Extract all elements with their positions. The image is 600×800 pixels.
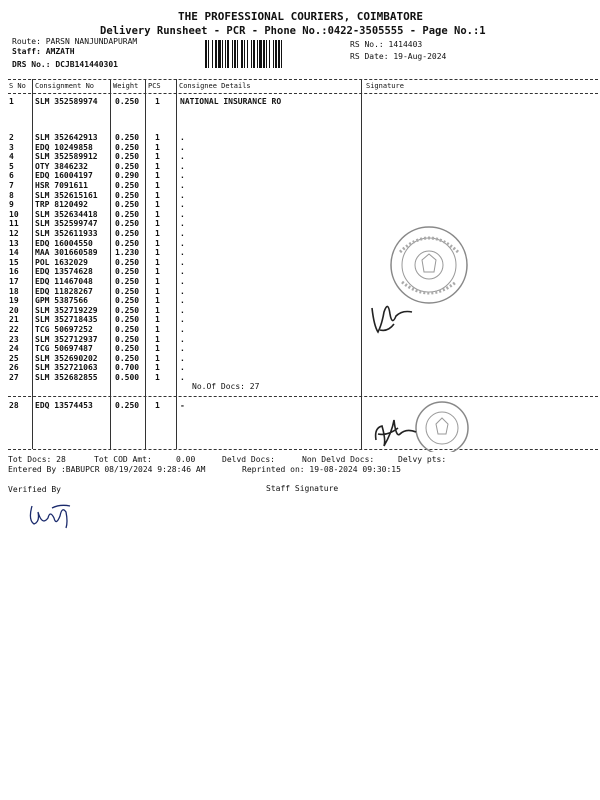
row-sno: 5 xyxy=(9,161,14,171)
row-sno: 16 xyxy=(9,267,19,277)
delivery-points: Delvy pts: xyxy=(398,455,447,464)
row-sno: 10 xyxy=(9,209,19,219)
row-sno: 26 xyxy=(9,363,19,373)
row-sno: 4 xyxy=(9,152,14,162)
row-weight: 0.250 xyxy=(115,286,140,296)
row-consignee-details: . xyxy=(180,142,185,152)
row-consignee-details: . xyxy=(180,200,185,210)
row-pcs: 1 xyxy=(155,161,160,171)
row-pcs: 1 xyxy=(155,97,160,106)
row-sno: 17 xyxy=(9,277,19,286)
row-pcs: 1 xyxy=(155,248,160,258)
row-consignment-no: HSR 7091611 xyxy=(35,181,88,190)
row-consignment-no: TCG 50697252 xyxy=(35,325,93,334)
row-consignee-details: . xyxy=(180,248,185,258)
row-consignee-details: . xyxy=(180,181,185,190)
row-consignee-details: - xyxy=(180,401,185,410)
row-consignee-details: . xyxy=(180,257,185,267)
rs-date: RS Date: 19-Aug-2024 xyxy=(350,52,447,61)
row-sno: 20 xyxy=(9,305,19,315)
row-weight: 0.250 xyxy=(115,334,140,344)
verifier-signature xyxy=(26,496,86,530)
row-weight: 0.250 xyxy=(115,257,140,267)
row-weight: 0.250 xyxy=(115,97,140,106)
row-consignee-details: . xyxy=(180,315,185,325)
row-weight: 0.250 xyxy=(115,142,140,152)
row-consignment-no: SLM 352721063 xyxy=(35,363,98,373)
row-consignee-details: . xyxy=(180,373,185,382)
row-consignee-details: . xyxy=(180,229,185,238)
row-weight: 0.500 xyxy=(115,373,140,382)
row-consignment-no: POL 1632029 xyxy=(35,257,88,267)
row-consignment-no: SLM 352719229 xyxy=(35,305,98,315)
row-sno: 11 xyxy=(9,219,19,229)
rs-number: RS No.: 1414403 xyxy=(350,40,423,49)
row-pcs: 1 xyxy=(155,305,160,315)
row-pcs: 1 xyxy=(155,229,160,238)
barcode xyxy=(205,40,345,68)
non-delivered-docs: Non Delvd Docs: xyxy=(302,455,375,464)
row-weight: 1.230 xyxy=(115,248,140,258)
reprinted-on: Reprinted on: 19-08-2024 09:30:15 xyxy=(242,465,401,474)
total-docs: Tot Docs: 28 xyxy=(8,455,66,464)
verified-by-label: Verified By xyxy=(8,485,61,494)
signature-mark-1 xyxy=(368,294,414,338)
row-weight: 0.250 xyxy=(115,296,140,306)
row-pcs: 1 xyxy=(155,181,160,190)
col-sno: S No xyxy=(9,82,26,90)
row-consignment-no: EDQ 13574453 xyxy=(35,401,93,410)
row-sno: 1 xyxy=(9,97,14,106)
row-consignment-no: SLM 352599747 xyxy=(35,219,98,229)
row-pcs: 1 xyxy=(155,238,160,248)
row-sno: 3 xyxy=(9,142,14,152)
row-consignment-no: SLM 352634418 xyxy=(35,209,98,219)
staff-label: Staff: AMZATH xyxy=(12,47,75,56)
row-consignment-no: SLM 352615161 xyxy=(35,190,98,200)
row-consignment-no: EDQ 10249858 xyxy=(35,142,93,152)
row-sno: 28 xyxy=(9,401,19,410)
row-sno: 22 xyxy=(9,325,19,334)
col-divider xyxy=(110,79,111,449)
row-consignment-no: SLM 352712937 xyxy=(35,334,98,344)
row-pcs: 1 xyxy=(155,401,160,410)
row-consignment-no: EDQ 11828267 xyxy=(35,286,93,296)
row-pcs: 1 xyxy=(155,325,160,334)
signature-mark-2 xyxy=(370,410,420,450)
row-consignee-details: . xyxy=(180,296,185,306)
row-pcs: 1 xyxy=(155,200,160,210)
row-consignment-no: GPM 5387566 xyxy=(35,296,88,306)
row-consignee-details: . xyxy=(180,219,185,229)
row-pcs: 1 xyxy=(155,133,160,142)
row-weight: 0.250 xyxy=(115,353,140,363)
docs-count: No.Of Docs: 27 xyxy=(192,382,260,391)
row-pcs: 1 xyxy=(155,315,160,325)
row-consignee-details: . xyxy=(180,238,185,248)
row-pcs: 1 xyxy=(155,171,160,181)
row-pcs: 1 xyxy=(155,209,160,219)
row-pcs: 1 xyxy=(155,277,160,286)
staff-signature-label: Staff Signature xyxy=(266,484,339,493)
row-pcs: 1 xyxy=(155,257,160,267)
row-sno: 23 xyxy=(9,334,19,344)
row-pcs: 1 xyxy=(155,373,160,382)
row-pcs: 1 xyxy=(155,142,160,152)
row-consignee-details: . xyxy=(180,267,185,277)
row-sno: 7 xyxy=(9,181,14,190)
row-consignee-details: . xyxy=(180,353,185,363)
row-weight: 0.700 xyxy=(115,363,140,373)
row-consignment-no: SLM 352589912 xyxy=(35,152,98,162)
col-weight: Weight xyxy=(113,82,139,90)
row-sno: 12 xyxy=(9,229,19,238)
row-consignment-no: SLM 352642913 xyxy=(35,133,98,142)
row-pcs: 1 xyxy=(155,296,160,306)
row-consignee-details: . xyxy=(180,190,185,200)
row-consignment-no: SLM 352690202 xyxy=(35,353,98,363)
delivered-docs: Delvd Docs: xyxy=(222,455,275,464)
row-weight: 0.250 xyxy=(115,401,140,410)
row-sno: 24 xyxy=(9,344,19,354)
row-consignment-no: TCG 50697487 xyxy=(35,344,93,354)
row-sno: 18 xyxy=(9,286,19,296)
total-cod-value: 0.00 xyxy=(176,455,196,464)
row-sno: 19 xyxy=(9,296,19,306)
row-weight: 0.250 xyxy=(115,190,140,200)
row-consignee-details: . xyxy=(180,334,185,344)
row-consignee-details: . xyxy=(180,344,185,354)
total-cod-label: Tot COD Amt: xyxy=(94,455,152,464)
company-title: THE PROFESSIONAL COURIERS, COIMBATORE xyxy=(178,10,424,23)
row-pcs: 1 xyxy=(155,353,160,363)
row-consignee-details: . xyxy=(180,286,185,296)
row-sno: 14 xyxy=(9,248,19,258)
row-consignment-no: SLM 352611933 xyxy=(35,229,98,238)
row-weight: 0.250 xyxy=(115,238,140,248)
row-consignment-no: MAA 301660589 xyxy=(35,248,98,258)
row-pcs: 1 xyxy=(155,152,160,162)
row-sno: 27 xyxy=(9,373,19,382)
route-label: Route: PARSN NANJUNDAPURAM xyxy=(12,37,138,46)
entered-by: Entered By :BABUPCR 08/19/2024 9:28:46 AM xyxy=(8,465,206,474)
runsheet-subtitle: Delivery Runsheet - PCR - Phone No.:0422-3505555 - Page No.:1 xyxy=(100,25,486,37)
col-pcs: PCS xyxy=(148,82,161,90)
row-weight: 0.250 xyxy=(115,325,140,334)
row-pcs: 1 xyxy=(155,344,160,354)
col-consignee: Consignee Details xyxy=(179,82,251,90)
col-signature: Signature xyxy=(366,82,404,90)
row-consignment-no: EDQ 16004550 xyxy=(35,238,93,248)
col-divider xyxy=(145,79,146,449)
row-sno: 21 xyxy=(9,315,19,325)
row-consignment-no: EDQ 16004197 xyxy=(35,171,93,181)
row-sno: 25 xyxy=(9,353,19,363)
row-weight: 0.250 xyxy=(115,229,140,238)
row-weight: 0.250 xyxy=(115,305,140,315)
row-consignee-details: . xyxy=(180,161,185,171)
row-sno: 2 xyxy=(9,133,14,142)
row-weight: 0.290 xyxy=(115,171,140,181)
row-pcs: 1 xyxy=(155,286,160,296)
row-sno: 9 xyxy=(9,200,14,210)
row-consignee-details: . xyxy=(180,325,185,334)
col-divider xyxy=(361,79,362,449)
row-consignee-details: . xyxy=(180,363,185,373)
table-bottom-divider xyxy=(8,449,598,450)
row-consignment-no: SLM 352682855 xyxy=(35,373,98,382)
col-consignment: Consignment No xyxy=(35,82,95,90)
row-weight: 0.250 xyxy=(115,209,140,219)
row-weight: 0.250 xyxy=(115,152,140,162)
row-weight: 0.250 xyxy=(115,181,140,190)
row-consignment-no: EDQ 11467048 xyxy=(35,277,93,286)
row-consignee-details: NATIONAL INSURANCE RO xyxy=(180,97,282,106)
row-weight: 0.250 xyxy=(115,344,140,354)
header-bottom-divider xyxy=(8,93,598,94)
row-weight: 0.250 xyxy=(115,277,140,286)
header-top-divider xyxy=(8,79,598,80)
col-divider xyxy=(176,79,177,449)
group-divider xyxy=(8,396,598,397)
row-sno: 13 xyxy=(9,238,19,248)
row-consignment-no: OTY 3846232 xyxy=(35,161,88,171)
row-weight: 0.250 xyxy=(115,315,140,325)
row-consignee-details: . xyxy=(180,133,185,142)
row-consignment-no: TRP 8120492 xyxy=(35,200,88,210)
row-consignment-no: SLM 352718435 xyxy=(35,315,98,325)
row-consignee-details: . xyxy=(180,305,185,315)
row-pcs: 1 xyxy=(155,190,160,200)
col-divider xyxy=(32,79,33,449)
row-pcs: 1 xyxy=(155,334,160,344)
row-weight: 0.250 xyxy=(115,133,140,142)
row-pcs: 1 xyxy=(155,363,160,373)
row-weight: 0.250 xyxy=(115,200,140,210)
row-consignee-details: . xyxy=(180,152,185,162)
row-sno: 15 xyxy=(9,257,19,267)
row-consignee-details: . xyxy=(180,209,185,219)
row-weight: 0.250 xyxy=(115,219,140,229)
row-consignee-details: . xyxy=(180,277,185,286)
drs-number: DRS No.: DCJB141440301 xyxy=(12,60,118,69)
row-pcs: 1 xyxy=(155,267,160,277)
row-weight: 0.250 xyxy=(115,267,140,277)
row-sno: 8 xyxy=(9,190,14,200)
row-weight: 0.250 xyxy=(115,161,140,171)
row-pcs: 1 xyxy=(155,219,160,229)
row-consignee-details: . xyxy=(180,171,185,181)
row-sno: 6 xyxy=(9,171,14,181)
row-consignment-no: EDQ 13574628 xyxy=(35,267,93,277)
row-consignment-no: SLM 352589974 xyxy=(35,97,98,106)
